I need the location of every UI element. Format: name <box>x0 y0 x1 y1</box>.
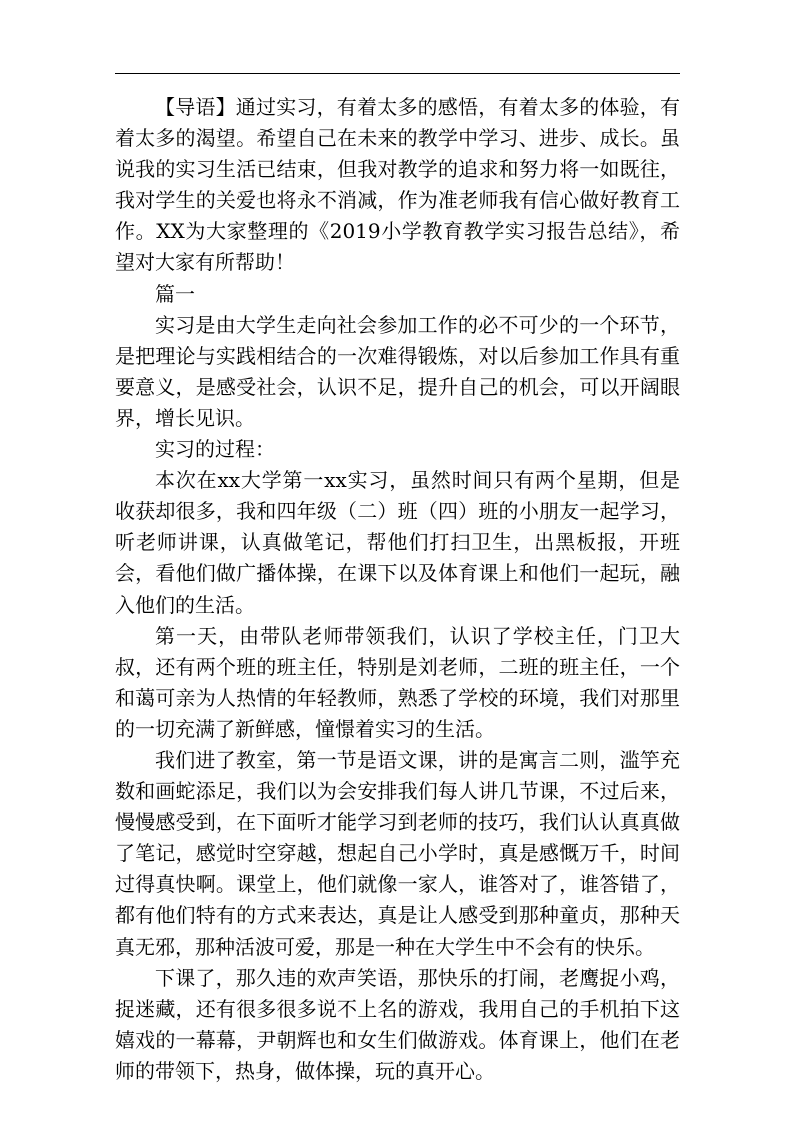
body-paragraph: 第一天，由带队老师带领我们，认识了学校主任，门卫大叔，还有两个班的班主任，特别是刘老师，二班的班主任，一个和蔼可亲为人热情的年轻教师，熟悉了学校的环境，我们对那里的一切充满了新鲜感，憧憬着实习的生活。 <box>115 623 680 741</box>
body-paragraph: 下课了，那久违的欢声笑语，那快乐的打闹，老鹰捉小鸡，捉迷藏，还有很多很多说不上名的游戏，我用自己的手机拍下这嬉戏的一幕幕，尹朝辉也和女生们做游戏。体育课上，他们在老师的带领下，热身，做体操，玩的真开心。 <box>115 965 680 1083</box>
intro-paragraph: 【导语】通过实习，有着太多的感悟，有着太多的体验，有着太多的渴望。希望自己在未来的教学中学习、进步、成长。虽说我的实习生活已结束，但我对教学的追求和努力将一如既往，我对学生的关爱也将永不消减，作为准老师我有信心做好教育工作。XX为大家整理的《2019小学教育教学实习报告总结》，希望对大家有所帮助！ <box>115 95 680 275</box>
body-paragraph: 本次在xx大学第一xx实习，虽然时间只有两个星期，但是收获却很多，我和四年级（二）班（四）班的小朋友一起学习，听老师讲课，认真做笔记，帮他们打扫卫生，出黑板报，开班会，看他们做广播体操，在课下以及体育课上和他们一起玩，融入他们的生活。 <box>115 468 680 617</box>
section-heading: 篇一 <box>155 281 195 306</box>
header-rule <box>115 73 680 74</box>
body-paragraph: 我们进了教室，第一节是语文课，讲的是寓言二则，滥竽充数和画蛇添足，我们以为会安排我们每人讲几节课，不过后来，慢慢感受到，在下面听才能学习到老师的技巧，我们认认真真做了笔记，感觉时空穿越，想起自己小学时，真是感慨万千，时间过得真快啊。课堂上，他们就像一家人，谁答对了，谁答错了，都有他们特有的方式来表达，真是让人感受到那种童贞，那种天真无邪，那种活波可爱，那是一种在大学生中不会有的快乐。 <box>115 747 680 959</box>
document-body <box>115 92 680 1087</box>
body-paragraph: 实习是由大学生走向社会参加工作的必不可少的一个环节，是把理论与实践相结合的一次难得锻炼，对以后参加工作具有重要意义，是感受社会，认识不足，提升自己的机会，可以开阔眼界，增长见识。 <box>115 312 680 430</box>
subheading: 实习的过程： <box>155 437 275 462</box>
